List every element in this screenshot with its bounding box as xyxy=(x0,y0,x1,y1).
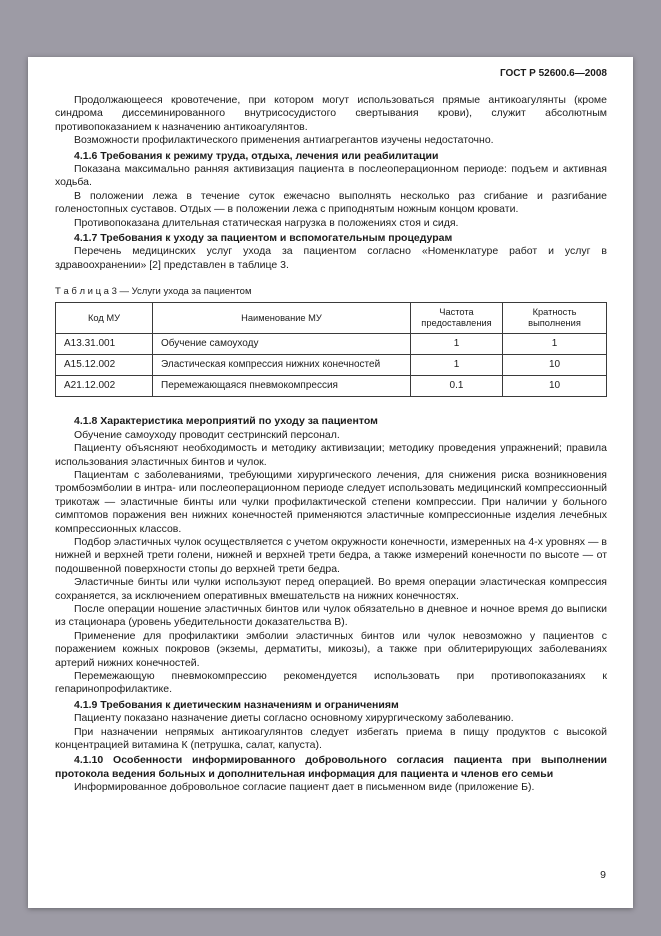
column-header-multiplicity: Кратность выполнения xyxy=(503,303,607,334)
column-header-code: Код МУ xyxy=(56,303,153,334)
section-heading: 4.1.7 Требования к уходу за пациентом и вспомогательным процедурам xyxy=(74,232,453,245)
service-cell-multiplicity: 10 xyxy=(503,355,607,376)
service-cell-multiplicity: 1 xyxy=(503,334,607,355)
body-paragraph: Пациенту объясняют необходимость и методику активизации; методику проведения упражнений; правила использования эластичных бинтов и чулок. xyxy=(55,442,607,468)
service-cell-name: Эластическая компрессия нижних конечностей xyxy=(153,355,411,376)
service-table-row xyxy=(56,376,607,397)
body-paragraph: Перечень медицинских услуг ухода за пациентом согласно «Номенклатуре работ и услуг в здравоохранении» [2] представлен в таблице 3. xyxy=(55,245,607,271)
service-cell-name: Перемежающаяся пневмокомпрессия xyxy=(153,376,411,397)
content-blocks-after-table xyxy=(55,415,607,794)
document-page xyxy=(28,57,633,908)
body-paragraph: Эластичные бинты или чулки используют перед операцией. Во время операции эластическая компрессия сохраняется, за исключением оперативных вмешательств на нижних конечностях. xyxy=(55,576,607,602)
body-paragraph: Показана максимально ранняя активизация пациента в послеоперационном периоде: подъем и активная ходьба. xyxy=(55,163,607,189)
body-paragraph: Применение для профилактики эмболии эластичных бинтов или чулок невозможно у пациентов с поражением кожных покровов (экземы, дерматиты, микозы), а также при облитерирующих заболеваниях артерий нижних конечностей. xyxy=(55,629,607,669)
body-paragraph: Информированное добровольное согласие пациент дает в письменном виде (приложение Б). xyxy=(74,781,535,794)
body-paragraph: Противопоказана длительная статическая нагрузка в положениях стоя и сидя. xyxy=(74,216,459,229)
service-cell-code: A21.12.002 xyxy=(56,376,153,397)
service-cell-code: A13.31.001 xyxy=(56,334,153,355)
service-cell-code: A15.12.002 xyxy=(56,355,153,376)
body-paragraph: Продолжающееся кровотечение, при котором могут использоваться прямые антикоагулянты (кроме синдрома диссеминированного внутрисосудистого свертывания крови), служит абсолютным противопоказанием к назначению антикоагулянтов. xyxy=(55,94,607,133)
body-paragraph: Перемежающую пневмокомпрессию рекомендуется использовать при противопоказаниях к гепаринопрофилактике. xyxy=(55,670,607,696)
section-heading: 4.1.10 Особенности информированного добровольного согласия пациента при выполнении протокола ведения больных и дополнительная информация для пациента и членов его семьи xyxy=(55,754,607,780)
table-caption: Т а б л и ц а 3 — Услуги ухода за пациентом xyxy=(55,286,252,298)
section-heading: 4.1.9 Требования к диетическим назначениям и ограничениям xyxy=(74,698,399,711)
table-body xyxy=(56,334,607,397)
body-paragraph: Подбор эластичных чулок осуществляется с учетом окружности конечности, измеренных на 4-х уровнях — в нижней и верхней трети голени, нижней и верхней трети бедра, а также измерений конечности по высоте — от подошвенной поверхности стопы до верхней трети бедра. xyxy=(55,535,607,575)
body-paragraph: Возможности профилактического применения антиагрегантов изучены недостаточно. xyxy=(74,134,494,147)
body-paragraph: При назначении непрямых антикоагулянтов следует избегать приема в пищу продуктов с высокой концентрацией витамина К (петрушка, салат, капуста). xyxy=(55,725,607,752)
column-header-name: Наименование МУ xyxy=(153,303,411,334)
service-cell-name: Обучение самоуходу xyxy=(153,334,411,355)
service-table-row xyxy=(56,355,607,376)
document-code-header: ГОСТ Р 52600.6—2008 xyxy=(499,68,607,79)
service-cell-frequency: 1 xyxy=(411,334,503,355)
service-table-row xyxy=(56,334,607,355)
body-paragraph: Пациенту показано назначение диеты согласно основному хирургическому заболеванию. xyxy=(74,712,514,725)
table-header-row xyxy=(56,303,607,334)
column-header-frequency: Частота предоставления xyxy=(411,303,503,334)
body-paragraph: Обучение самоуходу проводит сестринский персонал. xyxy=(74,428,340,441)
care-services-table xyxy=(55,302,607,397)
body-paragraph: Пациентам с заболеваниями, требующими хирургического лечения, для снижения риска возникновения тромбоэмболии в интра- или послеоперационном периоде следует использовать медицинский компрессионный трикотаж — эластичные бинты или чулки профилактической степени компрессии. При наличии у больного симптомов поражения вен нижних конечностей применяются эластичные компрессионные изделия лечебных компрессионных классов. xyxy=(55,468,607,535)
section-heading: 4.1.8 Характеристика мероприятий по уходу за пациентом xyxy=(74,415,378,428)
body-paragraph: После операции ношение эластичных бинтов или чулок обязательно в дневное и ночное время до выписки из стационара (уровень убедительности доказательства В). xyxy=(55,602,607,629)
content-blocks-before-table xyxy=(55,94,607,272)
section-heading: 4.1.6 Требования к режиму труда, отдыха, лечения или реабилитации xyxy=(74,149,439,162)
body-paragraph: В положении лежа в течение суток ежечасно выполнять несколько раз сгибание и разгибание голеностопных суставов. Отдых — в положении лежа с приподнятым ножным концом кровати. xyxy=(55,189,607,216)
service-cell-multiplicity: 10 xyxy=(503,376,607,397)
service-cell-frequency: 1 xyxy=(411,355,503,376)
page-number: 9 xyxy=(600,869,606,881)
service-cell-frequency: 0.1 xyxy=(411,376,503,397)
